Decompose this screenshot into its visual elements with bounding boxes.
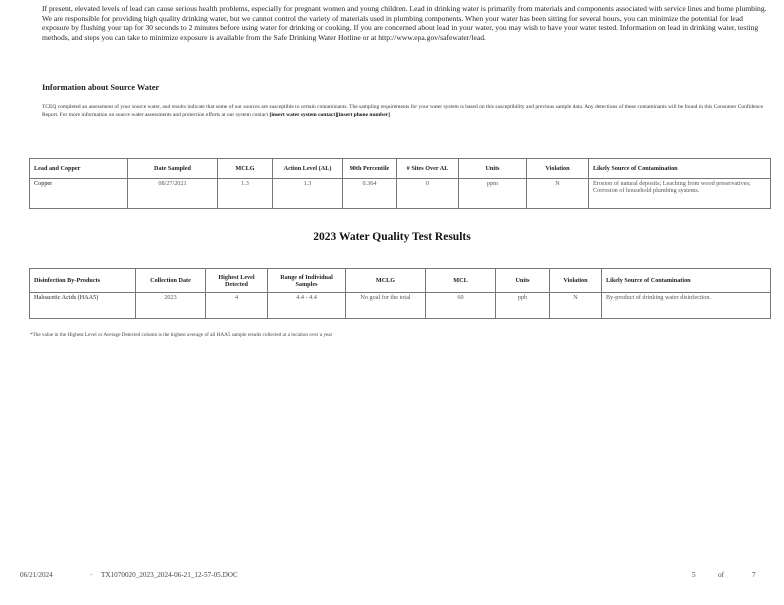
header-cell: Range of Individual Samples [268,269,346,293]
table-cell: 4.4 - 4.4 [268,293,346,319]
disinfection-byproducts-table [29,268,771,319]
header-cell: 90th Percentile [343,159,397,179]
footer-bullet: · [90,571,93,579]
header-cell: Violation [527,159,589,179]
footer-of: of [718,571,724,579]
footer-doc-name: TX1070020_2023_2024-06-21_12-57-05.DOC [101,571,238,579]
table-cell: 1.3 [218,179,273,209]
header-cell: Likely Source of Contamination [602,269,771,293]
table-cell: 1.3 [273,179,343,209]
lead-copper-table [29,158,771,209]
table-cell: Haloacetic Acids (HAA5) [30,293,136,319]
table-footnote: *The value in the Highest Level or Average Detected column is the highest average of all HAA5 sample results collected at a location over a year [30,332,333,338]
header-cell: MCLG [218,159,273,179]
header-cell: Units [496,269,550,293]
header-cell: Date Sampled [128,159,218,179]
source-water-paragraph [42,104,768,119]
lead-paragraph: If present, elevated levels of lead can cause serious health problems, especially for pregnant women and young children. Lead in drinking water is primarily from materials and components associated with service lines and home plumbing. We are responsible for providing high quality drinking water, but we cannot control the variety of materials used in plumbing components. When your water has been sitting for several hours, you can minimize the potential for lead exposure by flushing your tap for 30 seconds to 2 minutes before using water for drinking or cooking. If you are concerned about lead in your water, you may wish to have your water tested. Information on lead in drinking water, testing methods, and steps you can take to minimize exposure is available from the Safe Drinking Water Hotline or at http://www.epa.gov/safewater/lead. [42,4,767,42]
header-cell: Collection Date [136,269,206,293]
header-cell: Lead and Copper [30,159,128,179]
header-cell: # Sites Over AL [397,159,459,179]
table-cell: 2023 [136,293,206,319]
source-water-contact: [insert water system contact][insert phone number] [269,111,390,118]
header-cell: Violation [550,269,602,293]
table-cell: 4 [206,293,268,319]
table-cell: 60 [426,293,496,319]
results-title: 2023 Water Quality Test Results [313,231,471,243]
footer-page-total: 7 [752,571,756,579]
footer-date: 06/21/2024 [20,571,53,579]
table-cell: ppb [496,293,550,319]
table-cell: N [550,293,602,319]
table-cell: No goal for the total [346,293,426,319]
table-cell: By-product of drinking water disinfection. [602,293,771,319]
footer-page-number: 5 [692,571,696,579]
table-cell: 08/27/2021 [128,179,218,209]
header-cell: Disinfection By-Products [30,269,136,293]
table-cell: Copper [30,179,128,209]
table-cell: 0.364 [343,179,397,209]
header-cell: Units [459,159,527,179]
table-cell: N [527,179,589,209]
header-cell: Highest Level Detected [206,269,268,293]
table-row [30,179,771,209]
header-cell: Action Level (AL) [273,159,343,179]
table-cell: 0 [397,179,459,209]
header-cell: Likely Source of Contamination [589,159,771,179]
source-water-heading: Information about Source Water [42,83,160,92]
header-cell: MCLG [346,269,426,293]
table-cell: Erosion of natural deposits; Leaching from wood preservatives; Corrosion of household plumbing systems. [589,179,771,209]
header-cell: MCL [426,269,496,293]
table-row [30,293,771,319]
source-water-text: TCEQ completed an assessment of your source water, and results indicate that some of our sources are susceptible to certain contaminants. The sampling requirements for your water system is based on this susceptibility and previous sample data. Any detections of these contaminants will be found in this Consumer Confidence Report. For more information on source water assessments and protection efforts at our system contact [42,104,764,118]
table-cell: ppm [459,179,527,209]
table-header-row [30,159,771,179]
table-header-row [30,269,771,293]
